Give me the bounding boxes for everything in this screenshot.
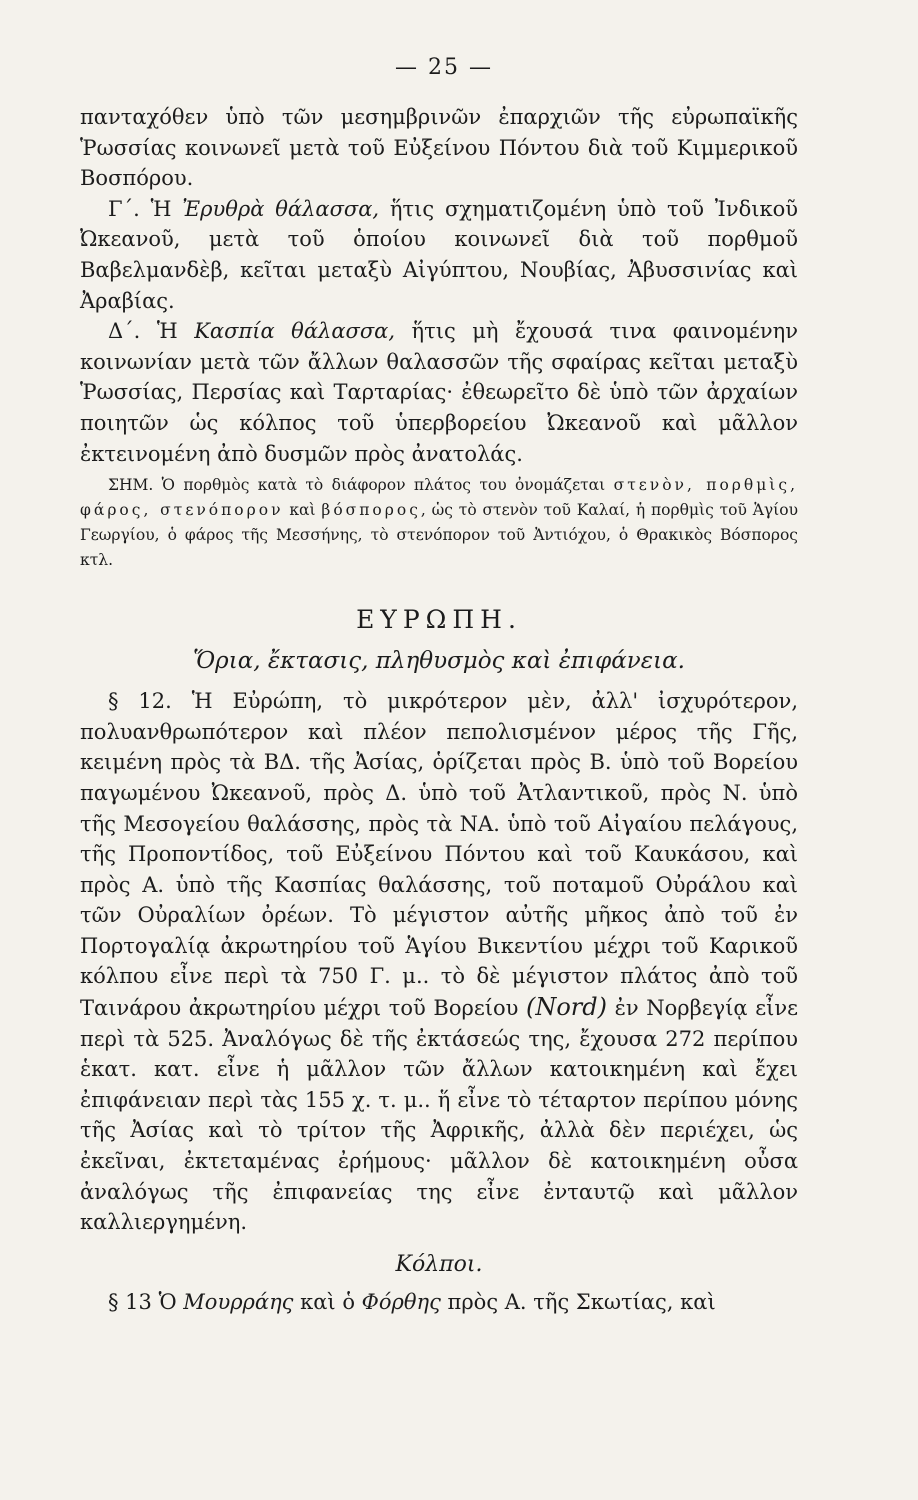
item-number: Γ΄. Ἡ <box>108 196 183 221</box>
paragraph-1: πανταχόθεν ὑπὸ τῶν μεσημβρινῶν ἐπαρχιῶν τῆς εὐρωπαϊκῆς Ῥωσσίας κοινωνεῖ μετὰ τοῦ Εὐξείνου Πόντου διὰ τοῦ Κιμμερικοῦ Βοσπόρου. <box>80 105 798 191</box>
book-page <box>80 55 798 1317</box>
paragraph-text: § 13 Ὁ <box>108 1289 184 1314</box>
term-caspian-sea: Κασπία θάλασσα, <box>194 319 396 344</box>
paragraph-text: καὶ ὁ <box>293 1289 362 1314</box>
term-red-sea: Ἐρυθρὰ θάλασσα, <box>182 196 380 221</box>
term-gulf-2: Φόρθης <box>361 1289 441 1314</box>
note-text: ΣΗΜ. Ὁ πορθμὸς κατὰ τὸ διάφορον πλάτος του ὀνομάζεται <box>108 476 614 495</box>
item-number: Δ΄. Ἡ <box>108 319 195 344</box>
note-text: , ὡς τὸ στενὸν τοῦ Καλαί, ἡ πορθμὶς τοῦ Ἁγίου Γεωργίου, ὁ φάρος τῆς Μεσσήνης, τὸ στενόπορον τοῦ Ἀντιόχου, ὁ Θρακικὸς Βόσπορος κτλ. <box>80 501 799 570</box>
paragraph-europe <box>80 686 798 1238</box>
note-spaced-term: βόσπορος <box>321 501 421 520</box>
subsection-title: Κόλποι. <box>395 1251 483 1277</box>
footnote <box>80 473 798 573</box>
term-gulf-1: Μουρράης <box>183 1289 294 1314</box>
latin-term: (Nord) <box>525 993 607 1022</box>
paragraph-gulfs <box>80 1287 798 1318</box>
page-number: — 25 — <box>395 55 493 80</box>
paragraph-caspian-sea <box>80 316 798 469</box>
paragraph-text: § 12. Ἡ Εὐρώπη, τὸ μικρότερον μὲν, ἀλλ' ἰσχυρότερον, πολυανθρωπότερον καὶ πλέον πεπολισμένον μέρος τῆς Γῆς, κειμένη πρὸς τὰ ΒΔ. τῆς Ἀσίας, ὁρίζεται πρὸς Β. ὑπὸ τοῦ Βορείου παγωμένου Ὠκεανοῦ, πρὸς Δ. ὑπὸ τοῦ Ἀτλαντικοῦ, πρὸς Ν. ὑπὸ τῆς Μεσογείου θαλάσσης, πρὸς τὰ ΝΑ. ὑπὸ τοῦ Αἰγαίου πελάγους, τῆς Προποντίδος, τοῦ Εὐξείνου Πόντου καὶ τοῦ Καυκάσου, καὶ πρὸς Α. ὑπὸ τῆς Κασπίας θαλάσσης, τοῦ ποταμοῦ Οὐράλου καὶ τῶν Οὐραλίων ὀρέων. Τὸ μέγιστον αὐτῆς μῆκος ἀπὸ τοῦ ἐν Πορτογαλίᾳ ἀκρωτηρίου τοῦ Ἁγίου Βικεντίου μέχρι τοῦ Καρικοῦ κόλπου εἶνε περὶ τὰ 750 Γ. μ.. τὸ δὲ μέγιστον πλάτος ἀπὸ τοῦ Ταινάρου ἀκρωτηρίου μέχρι τοῦ Βορείου <box>80 689 798 1021</box>
section-title: ΕΥΡΩΠΗ. <box>356 605 522 635</box>
paragraph-text: πρὸς Α. τῆς Σκωτίας, καὶ <box>440 1289 716 1314</box>
note-text: καὶ <box>283 501 322 520</box>
note-spaced-terms: στενὸν, πορθμὶς, φάρος, στενόπορον <box>80 476 798 520</box>
paragraph-text: ἐν Νορβεγίᾳ εἶνε περὶ τὰ 525. Ἀναλόγως δὲ τῆς ἐκτάσεώς της, ἔχουσα 272 περίπου ἑκατ. κατ. εἶνε ἡ μᾶλλον τῶν ἄλλων κατοικημένη καὶ ἔχει ἐπιφάνειαν περὶ τὰς 155 χ. τ. μ.. ἥ εἶνε τὸ τέταρτον περίπου μόνης τῆς Ἀσίας καὶ τὸ τρίτον τῆς Ἀφρικῆς, ἀλλὰ δὲν περιέχει, ὡς ἐκεῖναι, ἐκτεταμένας ἐρήμους· μᾶλλον δὲ κατοικημένη οὖσα ἀναλόγως τῆς ἐπιφανείας της εἶνε ἐνταυτῷ καὶ μᾶλλον καλλιεργημένη. <box>80 996 798 1235</box>
paragraph-text: ἥτις σχηματιζομένη ὑπὸ τοῦ Ἰνδικοῦ Ὠκεανοῦ, μετὰ τοῦ ὁποίου κοινωνεῖ διὰ τοῦ πορθμοῦ Βαβελμανδὲβ, κεῖται μεταξὺ Αἰγύπτου, Νουβίας, Ἀβυσσινίας καὶ Ἀραβίας. <box>80 196 799 313</box>
paragraph-text: ἥτις μὴ ἔχουσά τινα φαινομένην κοινωνίαν μετὰ τῶν ἄλλων θαλασσῶν τῆς σφαίρας κεῖται μεταξὺ Ῥωσσίας, Περσίας καὶ Ταρταρίας· ἐθεωρεῖτο δὲ ὑπὸ τῶν ἀρχαίων ποιητῶν ὡς κόλπος τοῦ ὑπερβορείου Ὠκεανοῦ καὶ μᾶλλον ἐκτεινομένη ἀπὸ δυσμῶν πρὸς ἀνατολάς. <box>80 319 798 466</box>
section-subtitle: Ὅρια, ἔκτασις, πληθυσμὸς καὶ ἐπιφάνεια. <box>193 648 685 675</box>
paragraph-red-sea <box>80 194 798 316</box>
